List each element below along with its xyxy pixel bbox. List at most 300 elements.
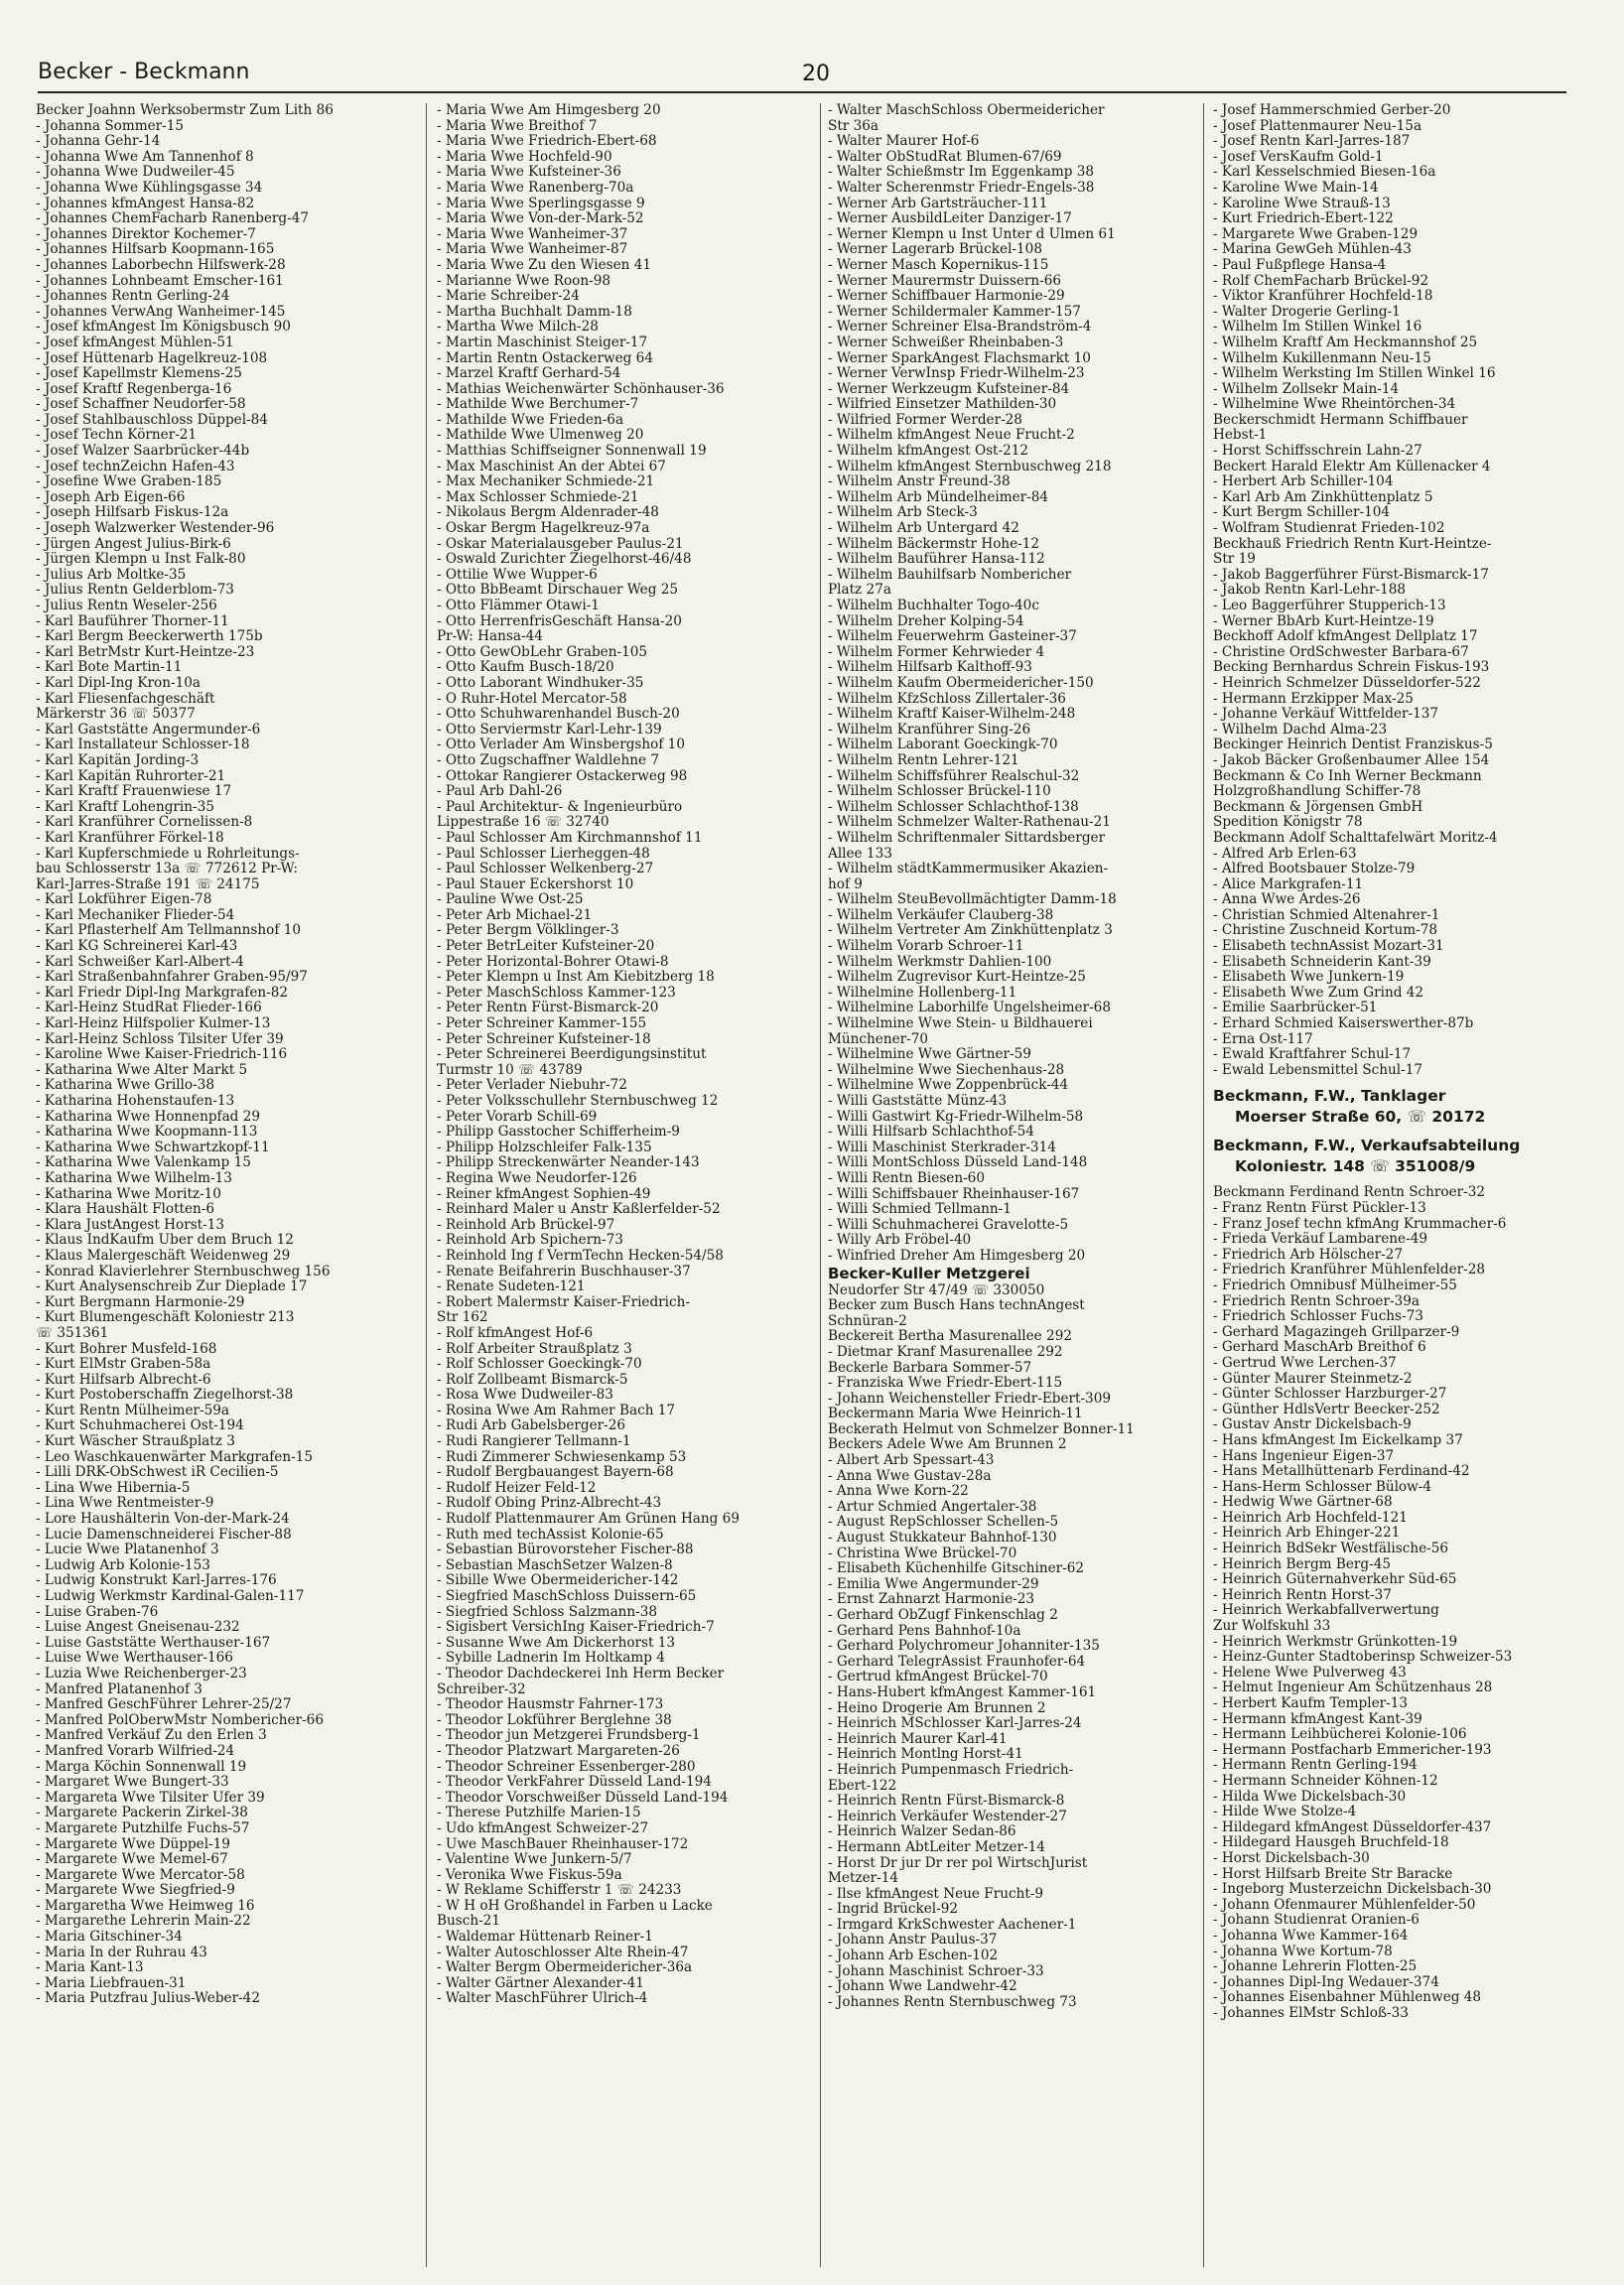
directory-entry: - Gerhard TelegrAssist Fraunhofer-64 — [828, 1654, 1086, 1670]
directory-entry: - Hildegard kfmAngest Düsseldorfer-437 — [1213, 1819, 1492, 1835]
directory-entry: - Ruth med techAssist Kolonie-65 — [437, 1527, 664, 1543]
directory-entry: - Willi Schiffsbauer Rheinhauser-167 — [828, 1186, 1080, 1202]
directory-entry: - Renate Sudeten-121 — [437, 1279, 586, 1295]
directory-entry: - Gerhard Polychromeur Johanniter-135 — [828, 1639, 1100, 1655]
directory-entry: - Werner Werkzeugm Kufsteiner-84 — [828, 381, 1070, 397]
directory-entry: - Leo Baggerführer Stupperich-13 — [1213, 599, 1446, 613]
directory-entry: Busch-21 — [437, 1914, 500, 1930]
directory-entry: - Konrad Klavierlehrer Sternbuschweg 156 — [36, 1264, 331, 1279]
directory-entry: - Klaus IndKaufm Über dem Bruch 12 — [36, 1233, 294, 1249]
directory-entry: - Manfred GeschFührer Lehrer-25/27 — [36, 1697, 292, 1713]
directory-entry: - Otto Flämmer Otawi-1 — [437, 599, 600, 613]
directory-entry: Schreiber-32 — [437, 1681, 526, 1697]
directory-entry: - Johannes VerwAng Wanheimer-145 — [36, 304, 286, 320]
directory-entry: - Oskar Materialausgeber Paulus-21 — [437, 536, 684, 552]
directory-entry: - Hans kfmAngest Im Eickelkamp 37 — [1213, 1432, 1463, 1448]
directory-entry: - Susanne Wwe Am Dickerhorst 13 — [437, 1635, 676, 1651]
directory-entry: - Valentine Wwe Junkern-5/7 — [437, 1852, 632, 1868]
directory-entry: - Dietmar Kranf Masurenallee 292 — [828, 1344, 1063, 1360]
directory-entry: - Franz Rentn Fürst Pückler-13 — [1213, 1201, 1426, 1216]
directory-entry: - Johannes ChemFacharb Ranenberg-47 — [36, 211, 310, 227]
directory-entry: - Rudolf Plattenmaurer Am Grünen Hang 69 — [437, 1512, 740, 1528]
directory-entry: - Ilse kfmAngest Neue Frucht-9 — [828, 1886, 1044, 1902]
directory-entry: Beckmann Ferdinand Rentn Schroer-32 — [1213, 1185, 1485, 1201]
directory-entry: - Theodor Platzwart Margareten-26 — [437, 1743, 680, 1759]
directory-entry: - Friedrich Omnibusf Mülheimer-55 — [1213, 1277, 1457, 1293]
directory-entry: - Sebastian MaschSetzer Walzen-8 — [437, 1557, 673, 1573]
directory-column-3 — [828, 103, 1197, 2267]
directory-entry: - Theodor Hausmstr Fahrner-173 — [437, 1697, 664, 1713]
directory-entry: - Wilhelmine Hollenberg-11 — [828, 985, 1017, 1001]
directory-entry: - Friedrich Rentn Schroer-39a — [1213, 1293, 1420, 1309]
directory-entry: Str 36a — [828, 118, 879, 134]
directory-entry: - Willi Rentn Biesen-60 — [828, 1170, 985, 1186]
directory-entry: - Winfried Dreher Am Himgesberg 20 — [828, 1248, 1086, 1264]
directory-entry: - Alfred Arb Erlen-63 — [1213, 846, 1357, 862]
directory-entry: - Paul Schlosser Welkenberg-27 — [437, 862, 654, 877]
page-header — [38, 58, 1566, 93]
directory-entry: - Wilhelm Anstr Freund-38 — [828, 474, 1011, 490]
directory-entry: - Rudolf Heizer Feld-12 — [437, 1480, 597, 1496]
directory-entry: - Theodor jun Metzgerei Frundsberg-1 — [437, 1728, 701, 1744]
directory-entry: - Helmut Ingenieur Am Schützenhaus 28 — [1213, 1680, 1493, 1696]
directory-entry: - Max Schlosser Schmiede-21 — [437, 489, 639, 505]
directory-entry: - Hans Metallhüttenarb Ferdinand-42 — [1213, 1464, 1470, 1480]
directory-entry: Ebert-122 — [828, 1778, 897, 1794]
directory-entry: Beckert Harald Elektr Am Küllenacker 4 — [1213, 459, 1491, 474]
directory-entry: - Kurt Postoberschaffn Ziegelhorst-38 — [36, 1388, 294, 1404]
directory-entry: - Theodor Schreiner Essenberger-280 — [437, 1759, 696, 1775]
directory-entry: - Gertrud Wwe Lerchen-37 — [1213, 1355, 1397, 1371]
directory-entry: - Jakob Rentn Karl-Lehr-188 — [1213, 583, 1407, 599]
directory-entry: - Günther HdlsVertr Beecker-252 — [1213, 1402, 1440, 1417]
directory-entry: - Margarete Wwe Graben-129 — [1213, 226, 1419, 242]
directory-entry: Beckmann Adolf Schalttafelwärt Moritz-4 — [1213, 830, 1498, 846]
directory-entry: - Herbert Arb Schiller-104 — [1213, 474, 1394, 490]
directory-entry: - Joseph Hilfsarb Fiskus-12a — [36, 505, 229, 521]
directory-entry: - Wilhelm Schiffsführer Realschul-32 — [828, 768, 1080, 784]
directory-entry: - Karoline Wwe Kaiser-Friedrich-116 — [36, 1047, 288, 1063]
directory-entry: Becker Joahnn Werksobermstr Zum Lith 86 — [36, 103, 334, 118]
directory-entry: - Wilhelm kfmAngest Neue Frucht-2 — [828, 428, 1075, 444]
directory-entry: - Reiner kfmAngest Sophien-49 — [437, 1186, 651, 1202]
directory-entry: - Peter Rentn Fürst-Bismarck-20 — [437, 1001, 659, 1016]
directory-entry: - Wilhelmine Wwe Siechenhaus-28 — [828, 1062, 1065, 1078]
directory-entry: - Gustav Anstr Dickelsbach-9 — [1213, 1417, 1412, 1433]
directory-entry: - Johanna Wwe Kortum-78 — [1213, 1944, 1393, 1959]
directory-entry: Beckerschmidt Hermann Schiffbauer — [1213, 412, 1468, 428]
directory-entry: - Karl Kesselschmied Biesen-16a — [1213, 165, 1436, 181]
directory-entry: Turmstr 10 ☏ 43789 — [437, 1062, 583, 1078]
directory-entry: - Werner Schiffbauer Harmonie-29 — [828, 289, 1065, 305]
directory-entry: - Karl Kupferschmiede u Rohrleitungs- — [36, 846, 300, 862]
directory-entry: - Gerhard Pens Bahnhof-10a — [828, 1623, 1021, 1639]
directory-entry: - Martin Rentn Ostackerweg 64 — [437, 350, 653, 366]
directory-entry: - Kurt Hilfsarb Albrecht-6 — [36, 1372, 211, 1388]
directory-entry: - Lina Wwe Hibernia-5 — [36, 1480, 191, 1496]
directory-entry: - Hermann Schneider Köhnen-12 — [1213, 1773, 1438, 1789]
directory-entry: - Lucie Wwe Platanenhof 3 — [36, 1543, 219, 1558]
directory-entry: - Ottilie Wwe Wupper-6 — [437, 567, 598, 583]
directory-entry: - Hermann Rentn Gerling-194 — [1213, 1758, 1418, 1774]
directory-entry: - Manfred Vorarb Wilfried-24 — [36, 1743, 235, 1759]
directory-entry: - Wilfried Former Werder-28 — [828, 412, 1022, 428]
directory-entry: - Heinz-Gunter Stadtoberinsp Schweizer-53 — [1213, 1650, 1513, 1666]
directory-entry: - Wilhelm SteuBevollmächtigter Damm-18 — [828, 892, 1117, 908]
directory-entry: - Jürgen Klempn u Inst Falk-80 — [36, 552, 246, 568]
directory-entry: - Rosa Wwe Dudweiler-83 — [437, 1388, 613, 1404]
directory-entry: - Ewald Kraftfahrer Schul-17 — [1213, 1047, 1412, 1063]
directory-entry: Beckerath Helmut von Schmelzer Bonner-11 — [828, 1421, 1135, 1437]
directory-entry: - Luzia Wwe Reichenberger-23 — [36, 1666, 247, 1681]
directory-entry: - Josefine Wwe Graben-185 — [36, 474, 222, 490]
advert-title: Beckmann, F.W., Tanklager — [1213, 1087, 1446, 1106]
directory-entry: - Johann Wwe Landwehr-42 — [828, 1979, 1017, 1995]
directory-column-2 — [437, 103, 814, 2267]
directory-entry: - Peter Schreinerei Beerdigungsinstitut — [437, 1047, 707, 1063]
directory-entry: Beckinger Heinrich Dentist Franziskus-5 — [1213, 738, 1493, 753]
directory-entry: - Karl Kranführer Cornelissen-8 — [36, 815, 253, 831]
directory-entry: - Paul Stauer Eckershorst 10 — [437, 876, 634, 892]
directory-entry: - Wilhelm Dachd Alma-23 — [1213, 722, 1388, 738]
directory-entry: Beckmann & Jörgensen GmbH — [1213, 799, 1423, 815]
directory-entry: - Katharina Wwe Valenkamp 15 — [36, 1155, 251, 1171]
directory-entry: - Hilda Wwe Dickelsbach-30 — [1213, 1789, 1407, 1805]
directory-entry: - Karl BetrMstr Kurt-Heintze-23 — [36, 644, 255, 660]
directory-entry: - Peter Arb Michael-21 — [437, 907, 593, 923]
directory-entry: - Margareta Wwe Tilsiter Ufer 39 — [36, 1790, 265, 1806]
directory-entry: - Werner VerwInsp Friedr-Wilhelm-23 — [828, 366, 1085, 382]
directory-entry: - Wilhelmine Laborhilfe Ungelsheimer-68 — [828, 1001, 1111, 1016]
directory-entry: - Kurt Friedrich-Ebert-122 — [1213, 211, 1394, 227]
directory-entry: - Christian Schmied Altenahrer-1 — [1213, 907, 1440, 923]
directory-entry: - Lilli DRK-ObSchwest iR Cecilien-5 — [36, 1465, 279, 1481]
directory-entry: - Kurt Bergm Schiller-104 — [1213, 505, 1391, 521]
directory-entry: ☏ 351361 — [36, 1325, 109, 1341]
directory-entry: - Johanne Verkäuf Wittfelder-137 — [1213, 707, 1439, 723]
directory-entry: - Otto Laborant Windhuker-35 — [437, 675, 644, 691]
directory-entry: Schnüran-2 — [828, 1313, 907, 1329]
directory-entry: - Hermann Erzkipper Max-25 — [1213, 691, 1414, 707]
directory-entry: - Kurt Bergmann Harmonie-29 — [36, 1294, 245, 1310]
directory-entry: - Johanna Wwe Dudweiler-45 — [36, 165, 235, 181]
directory-entry: - Reinhold Ing f VermTechn Hecken-54/58 — [437, 1248, 724, 1264]
directory-entry: - Lucie Damenschneiderei Fischer-88 — [36, 1527, 292, 1543]
directory-entry: - Maria Gitschiner-34 — [36, 1930, 183, 1946]
directory-entry: - Karl Kraftf Lohengrin-35 — [36, 799, 214, 815]
directory-entry: - Wilhelm Zollsekr Main-14 — [1213, 381, 1400, 397]
directory-entry: - Heino Drogerie Am Brunnen 2 — [828, 1700, 1046, 1716]
directory-entry: - Wilhelm Arb Mündelheimer-84 — [828, 489, 1049, 505]
directory-entry: - Karl-Heinz StudRat Flieder-166 — [36, 1001, 262, 1016]
directory-entry: - Theodor Vorschweißer Düsseld Land-194 — [437, 1790, 729, 1806]
directory-entry: - Margarete Wwe Siegfried-9 — [36, 1883, 235, 1899]
directory-entry: - Katharina Hohenstaufen-13 — [36, 1094, 235, 1109]
directory-entry: Platz 27a — [828, 583, 891, 599]
directory-entry: - Hildegard Hausgeh Bruchfeld-18 — [1213, 1835, 1449, 1851]
directory-entry: - Kurt Rentn Mülheimer-59a — [36, 1403, 229, 1418]
directory-entry: - Oskar Bergm Hagelkreuz-97a — [437, 521, 650, 537]
directory-entry: Beckmann & Co Inh Werner Beckmann — [1213, 768, 1482, 784]
directory-entry: - Matthias Schiffseigner Sonnenwall 19 — [437, 444, 707, 460]
directory-entry: - Philipp Gasstocher Schifferheim-9 — [437, 1125, 680, 1141]
directory-entry: - Siegfried MaschSchloss Duissern-65 — [437, 1589, 697, 1604]
directory-entry: - Johannes ElMstr Schloß-33 — [1213, 2005, 1409, 2021]
directory-entry: - Jakob Bäcker Großenbaumer Allee 154 — [1213, 752, 1490, 768]
directory-entry: - Walter Bergm Obermeidericher-36a — [437, 1960, 693, 1976]
directory-entry: - Peter Vorarb Schill-69 — [437, 1109, 598, 1125]
directory-entry: - August Stukkateur Bahnhof-130 — [828, 1531, 1057, 1546]
directory-entry: - Karl Installateur Schlosser-18 — [36, 738, 250, 753]
directory-entry: - Emilie Saarbrücker-51 — [1213, 1001, 1378, 1016]
directory-entry: - Johannes Rentn Sternbuschweg 73 — [828, 1994, 1077, 2010]
directory-entry: - O Ruhr-Hotel Mercator-58 — [437, 691, 627, 707]
directory-entry: - Johanna Wwe Am Tannenhof 8 — [36, 149, 254, 165]
directory-entry: - Josef Hammerschmied Gerber-20 — [1213, 103, 1451, 118]
directory-entry: - Ewald Lebensmittel Schul-17 — [1213, 1062, 1423, 1078]
directory-entry: - Günter Schlosser Harzburger-27 — [1213, 1387, 1447, 1403]
directory-entry: - Heinrich Rentn Horst-37 — [1213, 1587, 1392, 1603]
directory-entry: Metzer-14 — [828, 1871, 899, 1887]
directory-entry: - Julius Arb Moltke-35 — [36, 567, 187, 583]
directory-entry: - Walter MaschFührer Ulrich-4 — [437, 1991, 648, 2007]
directory-entry: - Heinrich Rentn Fürst-Bismarck-8 — [828, 1794, 1065, 1810]
directory-entry: - Rolf kfmAngest Hof-6 — [437, 1325, 594, 1341]
directory-entry: - Maria Wwe Breithof 7 — [437, 118, 598, 134]
directory-entry: - August RepSchlosser Schellen-5 — [828, 1515, 1059, 1531]
directory-entry: Becker zum Busch Hans technAngest — [828, 1298, 1085, 1314]
directory-entry: - Heinrich Schmelzer Düsseldorfer-522 — [1213, 675, 1481, 691]
directory-entry: - Wolfram Studienrat Frieden-102 — [1213, 521, 1445, 537]
directory-entry: - Robert Malermstr Kaiser-Friedrich- — [437, 1294, 690, 1310]
directory-entry: - Wilhelm Arb Steck-3 — [828, 505, 978, 521]
directory-entry: - Walter Drogerie Gerling-1 — [1213, 304, 1401, 320]
directory-entry: - Nikolaus Bergm Aldenrader-48 — [437, 505, 659, 521]
directory-entry: - Emilia Wwe Angermunder-29 — [828, 1576, 1039, 1592]
directory-entry: Str 162 — [437, 1310, 488, 1326]
advert-address: Moerser Straße 60, ☏ 20172 — [1235, 1108, 1486, 1127]
directory-column-4 — [1213, 103, 1584, 2267]
directory-entry: - Otto Schuhwarenhandel Busch-20 — [437, 707, 680, 723]
directory-entry: - Franz Josef techn kfmAng Krummacher-6 — [1213, 1216, 1507, 1232]
directory-entry: - Maria Liebfrauen-31 — [36, 1975, 187, 1991]
directory-entry: - Uwe MaschBauer Rheinhauser-172 — [437, 1836, 689, 1852]
directory-entry: - Wilhelm Dreher Kolping-54 — [828, 613, 1024, 629]
directory-entry: - Josef Kraftf Regenberga-16 — [36, 381, 232, 397]
directory-entry: - Günter Maurer Steinmetz-2 — [1213, 1371, 1413, 1387]
directory-entry: - Anna Wwe Ardes-26 — [1213, 892, 1361, 908]
directory-entry: - Walter Autoschlosser Alte Rhein-47 — [437, 1945, 689, 1960]
directory-entry: Beckhoff Adolf kfmAngest Dellplatz 17 — [1213, 629, 1478, 645]
directory-entry: - Joseph Walzwerker Westender-96 — [36, 521, 275, 537]
directory-entry: - Johann Maschinist Schroer-33 — [828, 1963, 1044, 1979]
directory-entry: - Wilhelmine Wwe Rheintörchen-34 — [1213, 397, 1456, 413]
directory-entry: - Peter Volksschullehr Sternbuschweg 12 — [437, 1094, 719, 1109]
directory-entry: - Walter Scherenmstr Friedr-Engels-38 — [828, 180, 1095, 196]
directory-entry: - Katharina Wwe Grillo-38 — [36, 1078, 214, 1094]
directory-entry: - Kurt Wäscher Straußplatz 3 — [36, 1434, 235, 1450]
directory-entry: - Walter ObStudRat Blumen-67/69 — [828, 149, 1062, 165]
directory-entry: - Marina GewGeh Mühlen-43 — [1213, 242, 1412, 258]
directory-entry: - Wilhelm Buchhalter Togo-40c — [828, 599, 1039, 613]
directory-entry: - Walter Gärtner Alexander-41 — [437, 1975, 644, 1991]
directory-entry: - Kurt Analysenschreib Zur Dieplade 17 — [36, 1279, 308, 1295]
directory-entry: - Josef Rentn Karl-Jarres-187 — [1213, 134, 1411, 150]
directory-entry: - Karl Kranführer Förkel-18 — [36, 830, 224, 846]
directory-entry: Märkerstr 36 ☏ 50377 — [36, 707, 196, 723]
directory-entry: - Sebastian Bürovorsteher Fischer-88 — [437, 1543, 694, 1558]
directory-entry: - Margarethe Lehrerin Main-22 — [36, 1914, 251, 1930]
directory-entry: - Christine OrdSchwester Barbara-67 — [1213, 644, 1469, 660]
directory-entry: - Karl Bergm Beeckerwerth 175b — [36, 629, 263, 645]
directory-entry: - Hermann AbtLeiter Metzer-14 — [828, 1839, 1045, 1855]
directory-entry: - Ingeborg Musterzeichn Dickelsbach-30 — [1213, 1882, 1492, 1898]
directory-entry: - Siegfried Schloss Salzmann-38 — [437, 1604, 658, 1620]
directory-entry: - Johannes Dipl-Ing Wedauer-374 — [1213, 1974, 1439, 1990]
directory-entry: Beckermann Maria Wwe Heinrich-11 — [828, 1407, 1083, 1422]
directory-entry: - Max Mechaniker Schmiede-21 — [437, 474, 655, 490]
directory-entry: - Josef Plattenmaurer Neu-15a — [1213, 118, 1422, 134]
directory-entry: - Josef kfmAngest Im Königsbusch 90 — [36, 320, 291, 336]
directory-entry: - Sybille Ladnerin Im Holtkamp 4 — [437, 1651, 665, 1667]
directory-entry: - Artur Schmied Angertaler-38 — [828, 1499, 1037, 1515]
directory-entry: - Leo Waschkauenwärter Markgrafen-15 — [36, 1449, 313, 1465]
directory-entry: - Maria Wwe Wanheimer-87 — [437, 242, 628, 258]
directory-entry: - Wilfried Einsetzer Mathilden-30 — [828, 397, 1057, 413]
directory-entry: - Kurt Bohrer Musfeld-168 — [36, 1341, 217, 1357]
directory-entry: Beckerle Barbara Sommer-57 — [828, 1360, 1032, 1376]
directory-entry: - Margarete Putzhilfe Fuchs-57 — [36, 1820, 250, 1836]
directory-entry: - Max Maschinist An der Abtei 67 — [437, 459, 666, 474]
directory-entry: - Hans Ingenieur Eigen-37 — [1213, 1448, 1395, 1464]
directory-entry: - Walter Schießmstr Im Eggenkamp 38 — [828, 165, 1095, 181]
directory-entry: - Elisabeth Wwe Zum Grind 42 — [1213, 985, 1424, 1001]
directory-entry: - Johannes Direktor Kochemer-7 — [36, 226, 256, 242]
directory-entry: - Kurt Schuhmacherei Ost-194 — [36, 1418, 244, 1434]
directory-entry: - Heinrich Walzer Sedan-86 — [828, 1824, 1016, 1840]
directory-entry: - Willy Arb Fröbel-40 — [828, 1233, 972, 1249]
directory-entry: - Werner Klempn u Inst Unter d Ulmen 61 — [828, 226, 1116, 242]
directory-entry: - Peter Verlader Niebuhr-72 — [437, 1078, 627, 1094]
directory-entry: - Maria Wwe Zu den Wiesen 41 — [437, 257, 652, 273]
directory-entry: - Reinhold Arb Brückel-97 — [437, 1217, 615, 1233]
directory-entry: - Hermann Postfacharb Emmericher-193 — [1213, 1742, 1492, 1758]
directory-entry: - Erhard Schmied Kaiserswerther-87b — [1213, 1016, 1474, 1032]
directory-entry: - Rolf Schlosser Goeckingk-70 — [437, 1357, 642, 1373]
directory-entry: - Maria Wwe Sperlingsgasse 9 — [437, 196, 645, 211]
directory-entry: - Horst Hilfsarb Breite Str Baracke — [1213, 1866, 1453, 1882]
directory-entry: - Wilhelm Zugrevisor Kurt-Heintze-25 — [828, 970, 1086, 986]
entry-list — [1213, 1185, 1584, 2021]
directory-entry: - Willi MontSchloss Düsseld Land-148 — [828, 1155, 1088, 1171]
directory-entry: - Karl Bauführer Thorner-11 — [36, 613, 229, 629]
directory-entry: - Sibille Wwe Obermeidericher-142 — [437, 1573, 679, 1589]
directory-entry: - Josef Walzer Saarbrücker-44b — [36, 444, 250, 460]
directory-entry: - Katharina Wwe Alter Markt 5 — [36, 1062, 248, 1078]
directory-entry: - Christine Zuschneid Kortum-78 — [1213, 923, 1438, 939]
directory-entry: - Gertrud kfmAngest Brückel-70 — [828, 1670, 1048, 1685]
directory-entry: - Karl Mechaniker Flieder-54 — [36, 907, 235, 923]
directory-entry: - Ludwig Werkmstr Kardinal-Galen-117 — [36, 1589, 305, 1604]
directory-entry: - Maria Wwe Am Himgesberg 20 — [437, 103, 661, 118]
directory-entry: - Horst Dickelsbach-30 — [1213, 1850, 1370, 1866]
directory-entry: - Maria Kant-13 — [36, 1960, 144, 1976]
directory-entry: - Karl Pflasterhelf Am Tellmannshof 10 — [36, 923, 301, 939]
page-number: 20 — [802, 62, 830, 86]
directory-entry: - Heinrich Bergm Berg-45 — [1213, 1556, 1392, 1572]
directory-entry: - Wilhelm Vorarb Schroer-11 — [828, 939, 1024, 955]
directory-entry: - Johannes Laborbechn Hilfswerk-28 — [36, 257, 286, 273]
directory-entry: - Joseph Arb Eigen-66 — [36, 489, 186, 505]
directory-entry: - Julius Rentn Weseler-256 — [36, 599, 217, 613]
directory-entry: - Mathias Weichenwärter Schönhauser-36 — [437, 381, 725, 397]
directory-entry: - Heinrich Maurer Karl-41 — [828, 1731, 1008, 1747]
directory-entry: Münchener-70 — [828, 1031, 929, 1047]
directory-entry: - Elisabeth Wwe Junkern-19 — [1213, 970, 1405, 986]
directory-entry: - Regina Wwe Neudorfer-126 — [437, 1170, 637, 1186]
directory-entry: - Horst Schiffsschrein Lahn-27 — [1213, 444, 1422, 460]
directory-entry: - Peter Bergm Völklinger-3 — [437, 923, 619, 939]
directory-entry: - Willi Maschinist Sterkrader-314 — [828, 1140, 1056, 1155]
directory-entry: - Luise Wwe Werthauser-166 — [36, 1651, 233, 1667]
directory-entry: - Mathilde Wwe Ulmenweg 20 — [437, 428, 644, 444]
directory-entry: - Werner AusbildLeiter Danziger-17 — [828, 211, 1072, 227]
directory-entry: - Wilhelmine Wwe Gärtner-59 — [828, 1047, 1031, 1063]
directory-entry: - Albert Arb Spessart-43 — [828, 1453, 995, 1469]
directory-entry: - Wilhelm Werksting Im Stillen Winkel 16 — [1213, 366, 1496, 382]
directory-entry: - Klara Haushält Flotten-6 — [36, 1202, 215, 1218]
directory-entry: - Karl Kapitän Ruhrorter-21 — [36, 768, 226, 784]
directory-entry: - Gerhard Magazingeh Grillparzer-9 — [1213, 1324, 1460, 1340]
directory-entry: - Therese Putzhilfe Marien-15 — [437, 1806, 641, 1821]
directory-entry: - Karoline Wwe Main-14 — [1213, 180, 1379, 196]
directory-entry: - Anna Wwe Gustav-28a — [828, 1468, 992, 1484]
directory-entry: - Herbert Kaufm Templer-13 — [1213, 1696, 1409, 1711]
directory-entry: - Karoline Wwe Strauß-13 — [1213, 196, 1391, 211]
directory-entry: - Mathilde Wwe Frieden-6a — [437, 412, 624, 428]
directory-entry: - Otto Zugschaffner Waldlehne 7 — [437, 752, 659, 768]
directory-entry: - Heinrich Arb Hochfeld-121 — [1213, 1510, 1408, 1526]
directory-entry: - Lina Wwe Rentmeister-9 — [36, 1496, 214, 1512]
entry-list — [1213, 103, 1584, 1078]
directory-entry: - Franziska Wwe Friedr-Ebert-115 — [828, 1376, 1063, 1392]
directory-entry: - Ludwig Arb Kolonie-153 — [36, 1557, 210, 1573]
directory-entry: - Rudolf Obing Prinz-Albrecht-43 — [437, 1496, 662, 1512]
directory-entry: - Veronika Wwe Fiskus-59a — [437, 1867, 622, 1883]
directory-entry: - Rolf ChemFacharb Brückel-92 — [1213, 273, 1429, 289]
directory-entry: - Paul Schlosser Am Kirchmannshof 11 — [437, 830, 703, 846]
directory-entry: - Karl-Heinz Schloss Tilsiter Ufer 39 — [36, 1031, 284, 1047]
directory-entry: - Otto Verlader Am Winsbergshof 10 — [437, 738, 685, 753]
running-head: Becker - Beckmann — [38, 60, 250, 84]
directory-entry: - Heinrich Verkäufer Westender-27 — [828, 1809, 1067, 1824]
directory-entry: Pr-W: Hansa-44 — [437, 629, 543, 645]
directory-entry: - Johannes Lohnbeamt Emscher-161 — [36, 273, 284, 289]
directory-entry: - Maria In der Ruhrau 43 — [36, 1945, 207, 1960]
directory-entry: - W Reklame Schifferstr 1 ☏ 24233 — [437, 1883, 682, 1899]
directory-entry: - Rudi Arb Gabelsberger-26 — [437, 1418, 626, 1434]
directory-entry: - Martha Buchhalt Damm-18 — [437, 304, 632, 320]
directory-entry: - Theodor VerkFahrer Düsseld Land-194 — [437, 1775, 712, 1791]
directory-entry: - Johannes Eisenbahner Mühlenweg 48 — [1213, 1990, 1482, 2006]
directory-entry: - Anna Wwe Korn-22 — [828, 1484, 969, 1500]
directory-entry: - Friedrich Schlosser Fuchs-73 — [1213, 1309, 1423, 1325]
directory-entry: - Klaus Malergeschäft Weidenweg 29 — [36, 1248, 291, 1264]
directory-entry: - Johanna Wwe Kammer-164 — [1213, 1928, 1409, 1944]
directory-entry: - Wilhelm Schriftenmaler Sittardsberger — [828, 830, 1106, 846]
directory-entry: Zur Wolfskuhl 33 — [1213, 1619, 1331, 1635]
directory-entry: - Wilhelm Rentn Lehrer-121 — [828, 752, 1019, 768]
